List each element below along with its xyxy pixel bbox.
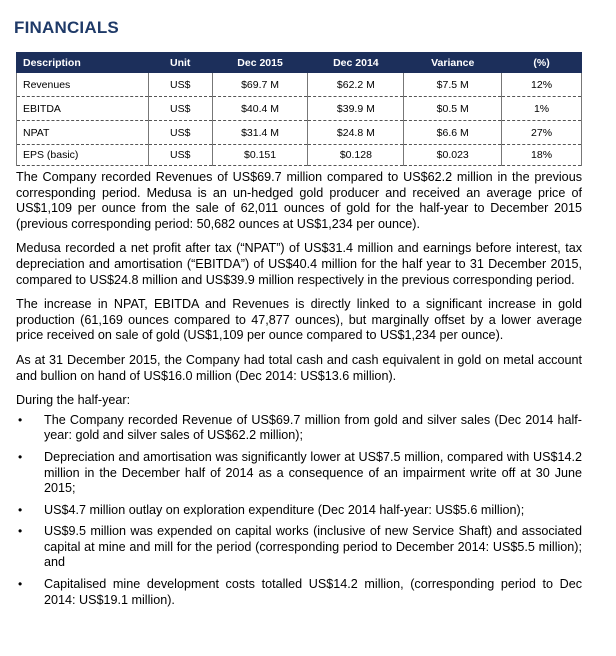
body-text <box>16 170 582 608</box>
bullet-icon: • <box>18 577 23 592</box>
cell-description: Revenues <box>17 73 149 97</box>
table-row <box>17 97 582 121</box>
cell-unit: US$ <box>148 97 212 121</box>
header-variance: Variance <box>404 53 502 73</box>
bullet-icon: • <box>18 449 23 464</box>
list-item-text: US$9.5 million was expended on capital works (inclusive of new Service Shaft) and associated capital at mine and mill for the period (corresponding period to December 2014: US$5.5 million); and <box>44 524 582 570</box>
list-item-text: The Company recorded Revenue of US$69.7 million from gold and silver sales (Dec 2014 half-year: gold and silver sales of US$62.2 million); <box>44 412 582 443</box>
cell-description: EPS (basic) <box>17 145 149 166</box>
bullet-icon: • <box>18 524 23 539</box>
bullet-icon: • <box>18 502 23 517</box>
cell-variance: $7.5 M <box>404 73 502 97</box>
list-item-text: US$4.7 million outlay on exploration expenditure (Dec 2014 half-year: US$5.6 million); <box>44 502 525 517</box>
paragraph-cash: As at 31 December 2015, the Company had total cash and cash equivalent in gold on metal account and bullion on hand of US$16.0 million (Dec 2014: US$13.6 million). <box>16 352 582 383</box>
header-description: Description <box>17 53 149 73</box>
cell-dec-2015: $0.151 <box>212 145 308 166</box>
cell-dec-2014: $62.2 M <box>308 73 404 97</box>
cell-variance: $6.6 M <box>404 121 502 145</box>
half-year-bullet-list <box>16 413 582 609</box>
cell-dec-2015: $31.4 M <box>212 121 308 145</box>
cell-variance: $0.023 <box>404 145 502 166</box>
paragraph-increase: The increase in NPAT, EBITDA and Revenues is directly linked to a significant increase in gold production (61,169 ounces compared to 47,877 ounces), but marginally offset by a lower average price received on sale of gold (US$1,109 per ounce compared to US$1,234 per ounce). <box>16 297 582 343</box>
cell-unit: US$ <box>148 73 212 97</box>
list-item <box>16 413 582 444</box>
list-item <box>16 450 582 497</box>
table-header-row <box>17 53 582 73</box>
cell-description: NPAT <box>17 121 149 145</box>
list-intro: During the half-year: <box>16 393 131 408</box>
cell-unit: US$ <box>148 145 212 166</box>
cell-variance: $0.5 M <box>404 97 502 121</box>
cell-dec-2014: $39.9 M <box>308 97 404 121</box>
table-row <box>17 145 582 166</box>
header-unit: Unit <box>148 53 212 73</box>
bullet-icon: • <box>18 412 23 427</box>
cell-unit: US$ <box>148 121 212 145</box>
financials-table <box>16 52 582 166</box>
cell-dec-2014: $0.128 <box>308 145 404 166</box>
cell-percent: 27% <box>502 121 582 145</box>
cell-dec-2014: $24.8 M <box>308 121 404 145</box>
table-row <box>17 73 582 97</box>
header-dec-2014: Dec 2014 <box>308 53 404 73</box>
header-percent: (%) <box>502 53 582 73</box>
table-row <box>17 121 582 145</box>
list-item <box>16 577 582 608</box>
paragraph-npat-ebitda: Medusa recorded a net profit after tax (“NPAT”) of US$31.4 million and earnings before interest, tax depreciation and amortisation (“EBITDA”) of US$40.4 million for the half year to 31 December 2015, compared to US$24.8 million and US$39.9 million respectively in the previous corresponding period. <box>16 241 582 287</box>
cell-percent: 18% <box>502 145 582 166</box>
cell-dec-2015: $69.7 M <box>212 73 308 97</box>
list-item-text: Depreciation and amortisation was significantly lower at US$7.5 million, compared with US$14.2 million in the December half of 2014 as a consequence of an impairment write off at 30 June 2015; <box>44 449 582 496</box>
list-item <box>16 503 582 519</box>
cell-percent: 12% <box>502 73 582 97</box>
list-item <box>16 524 582 571</box>
paragraph-revenues: The Company recorded Revenues of US$69.7 million compared to US$62.2 million in the previous corresponding period. Medusa is an un-hedged gold producer and received an average price of US$1,109 per ounce from the sale of 62,011 ounces of gold for the half-year to December 2015 (previous corresponding period: 50,682 ounces at US$1,234 per ounce). <box>16 170 582 231</box>
cell-description: EBITDA <box>17 97 149 121</box>
header-dec-2015: Dec 2015 <box>212 53 308 73</box>
section-heading: FINANCIALS <box>14 18 119 37</box>
cell-dec-2015: $40.4 M <box>212 97 308 121</box>
list-item-text: Capitalised mine development costs totalled US$14.2 million, (corresponding period to Dec 2014: US$19.1 million). <box>44 577 582 607</box>
cell-percent: 1% <box>502 97 582 121</box>
